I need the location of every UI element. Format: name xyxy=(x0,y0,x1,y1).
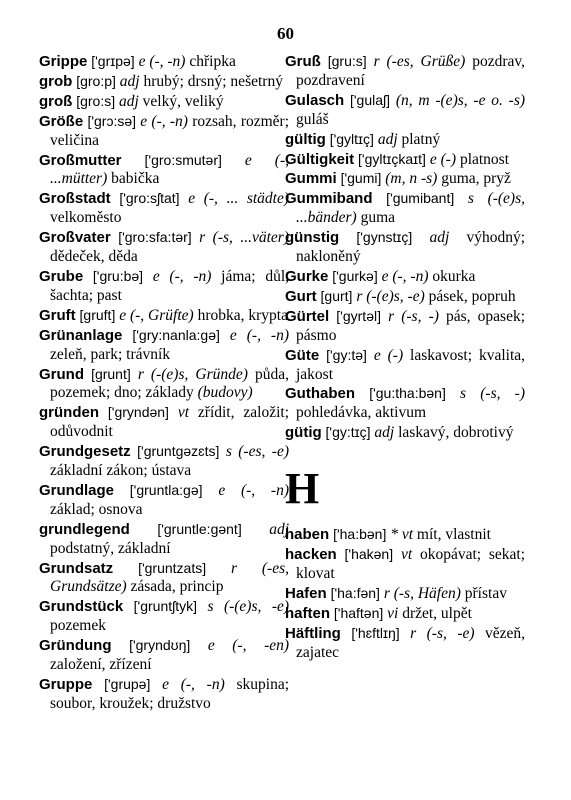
pronunciation: ['grupə] xyxy=(104,676,151,692)
grammar-info: adj xyxy=(118,92,139,110)
pronunciation: ['gynstɪç] xyxy=(356,229,413,246)
translation: platnost xyxy=(459,150,510,168)
right-column-h-entries xyxy=(285,525,525,662)
pronunciation: ['gry:nanla:gə] xyxy=(132,326,220,343)
headword: Gruß xyxy=(285,53,321,70)
grammar-info: adj xyxy=(119,72,140,90)
dictionary-entry xyxy=(285,604,525,624)
translation: zřídit, založit; odůvodnit xyxy=(50,404,289,441)
pronunciation: ['gruntla:gə] xyxy=(129,481,203,498)
translation: pás, opasek; pásmo xyxy=(296,307,526,344)
pronunciation: ['gruntzats] xyxy=(138,559,207,576)
dictionary-entry xyxy=(39,92,289,112)
pronunciation: [gru:s] xyxy=(327,53,367,69)
grammar-info: s (-(e)s, -e) xyxy=(207,598,290,616)
grammar-info: vt xyxy=(400,546,413,564)
pronunciation: ['hɛftlɪŋ] xyxy=(351,624,400,641)
pronunciation: ['gryndʊŋ] xyxy=(129,637,191,654)
headword: hacken xyxy=(285,546,337,564)
dictionary-entry xyxy=(39,228,289,267)
dictionary-entry xyxy=(285,287,525,307)
grammar-info: (n, m -(e)s, -e o. -s) xyxy=(395,91,526,109)
dictionary-entry xyxy=(39,597,289,636)
grammar-info: e (-, -n) xyxy=(152,267,212,285)
grammar-info: e (-, ... städte) xyxy=(188,190,290,208)
headword: Gültigkeit xyxy=(285,150,355,168)
grammar-info: r (-(e)s, -e) xyxy=(356,287,425,305)
translation: vězeň, zajatec xyxy=(296,624,526,661)
grammar-info: vt xyxy=(177,404,190,422)
pronunciation: ['gy:tɪç] xyxy=(325,424,371,441)
pronunciation: [gro:s] xyxy=(76,92,116,109)
dictionary-entry xyxy=(285,189,525,228)
dictionary-entry xyxy=(285,346,525,385)
headword: Gurt xyxy=(285,287,317,305)
translation: babička xyxy=(111,170,160,188)
dictionary-entry xyxy=(285,525,525,545)
pronunciation: ['gru:bə] xyxy=(92,267,144,284)
translation: hrubý; drsný; nešetrný xyxy=(143,72,283,90)
grammar-info: e (-) xyxy=(429,150,457,168)
grammar-info: r (-es, Grundsätze) xyxy=(50,559,289,596)
translation: hrobka, krypta xyxy=(197,306,288,324)
translation: pásek, popruh xyxy=(428,287,516,305)
translation: guma xyxy=(360,209,396,227)
headword: Großmutter xyxy=(39,151,122,169)
grammar-info: vi xyxy=(387,604,399,622)
pronunciation: ['gyrtəl] xyxy=(336,307,381,324)
pronunciation: [gurt] xyxy=(320,287,353,304)
right-column-g-entries xyxy=(285,52,525,443)
pronunciation: ['grɪpə] xyxy=(91,53,135,69)
grammar-info: s (-(e)s, ...bänder) xyxy=(296,190,525,227)
pronunciation: ['gruntle:gənt] xyxy=(157,520,242,537)
dictionary-entry xyxy=(39,112,289,151)
translation: dědeček, děda xyxy=(50,248,138,266)
translation: guláš xyxy=(296,110,329,128)
translation: pozdrav, pozdravení xyxy=(296,53,525,89)
dictionary-entry xyxy=(39,326,289,365)
headword: groß xyxy=(39,92,73,110)
dictionary-entry xyxy=(285,228,525,267)
dictionary-entry xyxy=(285,624,525,663)
pronunciation: [gro:p] xyxy=(76,72,116,89)
headword: Großstadt xyxy=(39,190,111,208)
headword: Gummi xyxy=(285,170,337,188)
grammar-info: e (-, -n) xyxy=(218,481,290,499)
translation: přístav xyxy=(464,584,507,602)
translation: zásada, princip xyxy=(130,578,224,596)
headword: grob xyxy=(39,72,73,90)
grammar-info: r (-s, -e) xyxy=(410,624,475,642)
translation: držet, ulpět xyxy=(402,604,472,622)
dictionary-entry xyxy=(285,150,525,170)
headword: haften xyxy=(285,604,330,622)
grammar-info: e (-, -n) xyxy=(140,112,188,130)
headword: Gruppe xyxy=(39,676,93,693)
pronunciation: [grunt] xyxy=(91,365,131,382)
dictionary-entry xyxy=(39,481,289,520)
left-column xyxy=(39,52,289,714)
pronunciation: ['gro:smutər] xyxy=(144,151,222,168)
headword: Häftling xyxy=(285,624,341,642)
headword: Großvater xyxy=(39,229,111,247)
dictionary-entry xyxy=(285,130,525,150)
translation: laskavost; kvalita, jakost xyxy=(296,346,526,383)
dictionary-entry xyxy=(39,675,289,714)
headword: Grundgesetz xyxy=(39,443,131,461)
translation: výhodný; nakloněný xyxy=(296,229,525,266)
pronunciation: ['gryndən] xyxy=(107,404,169,421)
headword: Grundsatz xyxy=(39,559,114,577)
translation: skupina; soubor, kroužek; družstvo xyxy=(50,676,290,712)
dictionary-entry xyxy=(285,169,525,189)
grammar-info: r (-s, Häfen) xyxy=(383,584,461,602)
dictionary-entry xyxy=(39,403,289,442)
translation: chřipka xyxy=(189,53,236,70)
dictionary-entry xyxy=(39,442,289,481)
pronunciation: [gruft] xyxy=(79,306,116,323)
grammar-info: e (-, -en) xyxy=(207,637,290,655)
translation: okopávat; sekat; klovat xyxy=(296,546,526,582)
grammar-info: r (-es, Grüße) xyxy=(373,53,466,70)
headword: Grund xyxy=(39,365,84,383)
translation: laskavý, dobrotivý xyxy=(398,424,514,442)
dictionary-entry xyxy=(285,384,525,423)
pronunciation: ['hakən] xyxy=(344,546,394,563)
headword: Gulasch xyxy=(285,91,345,109)
grammar-info: e (-) xyxy=(373,346,404,364)
section-letter: H xyxy=(285,464,320,514)
headword: Gürtel xyxy=(285,307,330,325)
headword: Grundstück xyxy=(39,598,124,616)
translation: zeleň, park; trávník xyxy=(50,345,171,363)
pronunciation: ['gumibant] xyxy=(386,190,455,207)
dictionary-entry xyxy=(39,559,289,598)
headword: Größe xyxy=(39,112,84,130)
translation: pohledávka, aktivum xyxy=(296,404,426,422)
pronunciation: ['ha:bən] xyxy=(333,526,387,543)
grammar-info: adj xyxy=(374,424,395,442)
dictionary-entry xyxy=(39,306,289,326)
dictionary-entry xyxy=(285,267,525,287)
pronunciation: ['gyltɪçkaɪt] xyxy=(358,150,426,167)
translation: založení, zřízení xyxy=(50,656,152,674)
grammar-info: e (-, ...mütter) xyxy=(50,151,289,188)
headword: Gruft xyxy=(39,306,76,324)
grammar-info: adj xyxy=(269,520,290,538)
pronunciation: ['gyltɪç] xyxy=(329,130,374,147)
pronunciation: ['ha:fən] xyxy=(330,584,380,601)
dictionary-entry xyxy=(285,423,525,443)
page-number: 60 xyxy=(277,24,294,43)
translation: podstatný, základní xyxy=(50,539,171,557)
grammar-info: r (-s, -) xyxy=(388,307,439,325)
translation: jáma; důl, šachta; past xyxy=(50,267,290,304)
grammar-info: adj xyxy=(429,229,450,247)
headword: Hafen xyxy=(285,584,327,602)
headword: Gummiband xyxy=(285,190,373,208)
grammar-info: adj xyxy=(377,130,398,148)
headword: Güte xyxy=(285,346,320,364)
dictionary-entry xyxy=(39,151,289,190)
grammar-info: r (-s, ...väter) xyxy=(199,229,290,247)
dictionary-entry xyxy=(285,545,525,584)
headword: grundlegend xyxy=(39,520,130,538)
pronunciation: ['haftən] xyxy=(333,604,384,621)
translation: pozemek xyxy=(50,617,106,635)
grammar-info: r (-(e)s, Gründe) xyxy=(137,365,248,383)
usage-note: (budovy) xyxy=(197,384,253,402)
dictionary-entry xyxy=(285,584,525,604)
dictionary-entry xyxy=(39,72,289,92)
headword: Gründung xyxy=(39,637,112,655)
headword: Grundlage xyxy=(39,481,115,499)
headword: Guthaben xyxy=(285,385,355,403)
translation: rozsah, rozměr; veličina xyxy=(50,112,290,149)
dictionary-entry xyxy=(39,189,289,228)
headword: gültig xyxy=(285,130,326,148)
translation: guma, pryž xyxy=(441,170,511,188)
headword: gründen xyxy=(39,404,99,422)
grammar-info: s (-s, -) xyxy=(460,385,526,403)
grammar-info: e (-, -n) xyxy=(138,53,186,70)
pronunciation: ['gu:tha:bən] xyxy=(369,385,446,402)
dictionary-entry xyxy=(39,520,289,559)
pronunciation: ['grɔ:sə] xyxy=(87,112,137,129)
pronunciation: ['gruntʃtyk] xyxy=(133,598,198,615)
dictionary-entry xyxy=(285,307,525,346)
pronunciation: ['gurkə] xyxy=(332,267,378,284)
translation: základ; osnova xyxy=(50,500,143,518)
grammar-info: (m, n -s) xyxy=(385,170,438,188)
dictionary-entry xyxy=(39,52,289,72)
grammar-info: e (-, Grüfte) xyxy=(119,306,194,324)
translation: velkoměsto xyxy=(50,209,122,227)
pronunciation: ['gulaʃ] xyxy=(349,91,391,108)
dictionary-entry xyxy=(285,52,525,91)
right-column xyxy=(285,52,525,662)
grammar-info: s (-es, -e) xyxy=(225,443,290,461)
translation: platný xyxy=(401,130,441,148)
headword: Grünanlage xyxy=(39,326,123,344)
dictionary-entry xyxy=(39,636,289,675)
dictionary-entry xyxy=(39,267,289,306)
translation: mít, vlastnit xyxy=(416,526,491,544)
headword: Gurke xyxy=(285,267,329,285)
dictionary-entry xyxy=(285,91,525,130)
translation: základní zákon; ústava xyxy=(50,462,192,480)
headword: Grube xyxy=(39,267,84,285)
translation: velký, veliký xyxy=(142,92,224,110)
pronunciation: ['gro:sʃtat] xyxy=(119,190,180,207)
headword: haben xyxy=(285,526,330,544)
pronunciation: ['gro:sfa:tər] xyxy=(118,229,192,246)
headword: günstig xyxy=(285,229,340,247)
pronunciation: ['gruntgəzɛts] xyxy=(137,443,220,460)
headword: Grippe xyxy=(39,53,88,70)
pronunciation: ['gumi] xyxy=(340,170,382,187)
translation: půda, pozemek; dno; základy xyxy=(50,365,290,402)
grammar-info: e (-, -n) xyxy=(229,326,290,344)
grammar-info: e (-, -n) xyxy=(162,676,225,693)
grammar-info: e (-, -n) xyxy=(381,267,429,285)
pronunciation: ['gy:tə] xyxy=(326,346,367,363)
grammar-info: * vt xyxy=(390,526,414,544)
translation: okurka xyxy=(432,267,476,285)
dictionary-entry xyxy=(39,365,289,404)
headword: gütig xyxy=(285,424,322,442)
